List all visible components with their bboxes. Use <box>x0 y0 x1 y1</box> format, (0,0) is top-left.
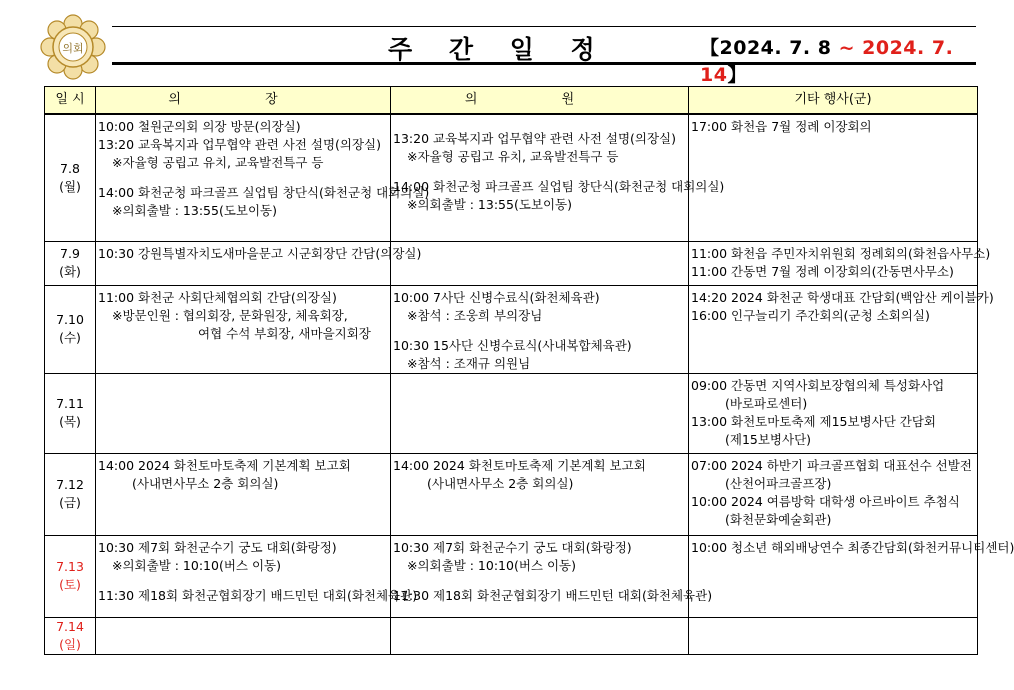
date-cell <box>45 535 96 617</box>
schedule-entry: 10:00 2024 여름방학 대학생 아르바이트 추첨식 <box>691 493 960 509</box>
other-schedule-cell <box>689 535 1014 617</box>
table-row <box>45 114 978 241</box>
member-schedule-cell <box>391 453 689 535</box>
schedule-entry: (바로파로센터) <box>725 395 808 411</box>
schedule-entry: (산천어파크골프장) <box>725 475 832 491</box>
period-end: 2024. 7. 14 <box>700 37 954 86</box>
table-header-row <box>45 87 978 115</box>
title-bottom-rule <box>112 62 976 65</box>
day-of-week: (금) <box>59 495 81 510</box>
table-row <box>45 241 978 285</box>
schedule-entry: 10:00 철원군의회 의장 방문(의장실) <box>98 119 301 134</box>
date-value: 7.8 <box>60 160 80 176</box>
schedule-entry: (제15보병사단) <box>725 431 812 447</box>
schedule-entry: 14:00 화천군청 파크골프 실업팀 창단식(화천군청 대회의실) <box>393 179 725 194</box>
schedule-entry: 09:00 간동면 지역사회보장협의체 특성화사업 <box>691 377 945 393</box>
schedule-entry: 14:20 2024 화천군 학생대표 간담회(백암산 케이블카) <box>691 289 994 305</box>
chair-schedule-cell <box>96 453 391 535</box>
title-top-rule <box>112 26 976 27</box>
header-date: 일 시 <box>45 87 96 115</box>
schedule-entry: 10:30 제7회 화천군수기 궁도 대회(화랑정) <box>98 539 337 555</box>
chair-schedule-cell <box>96 373 391 453</box>
schedule-entry: ※의회출발 : 13:55(도보이동) <box>407 197 573 212</box>
day-of-week: (목) <box>59 414 81 429</box>
header-chair: 의 장 <box>96 87 391 115</box>
schedule-entry: ※자율형 공립고 유치, 교육발전특구 등 <box>112 155 324 170</box>
schedule-entry: 16:00 인구늘리기 주간회의(군청 소회의실) <box>691 307 930 323</box>
date-cell <box>45 241 96 285</box>
schedule-entry: 10:00 7사단 신병수료식(화천체육관) <box>393 289 600 305</box>
table-row <box>45 285 978 373</box>
day-of-week: (일) <box>59 636 81 652</box>
date-cell <box>45 373 96 453</box>
member-schedule-cell <box>391 241 689 285</box>
schedule-entry: 13:20 교육복지과 업무협약 관련 사전 설명(의장실) <box>98 137 381 152</box>
day-of-week: (화) <box>59 264 81 279</box>
schedule-entry: ※자율형 공립고 유치, 교육발전특구 등 <box>407 149 619 164</box>
schedule-entry: (사내면사무소 2층 회의실) <box>427 475 574 491</box>
day-of-week: (월) <box>59 178 81 194</box>
schedule-entry: 13:00 화천토마토축제 제15보병사단 간담회 <box>691 413 936 429</box>
weekly-schedule-table <box>44 86 1014 655</box>
date-value: 7.14 <box>56 618 84 634</box>
seal-text: 의회 <box>62 42 84 55</box>
page-title: 주 간 일 정 <box>388 35 609 64</box>
period-separator: ~ <box>838 37 856 59</box>
table-row <box>45 535 978 617</box>
date-cell <box>45 617 96 654</box>
date-cell <box>45 114 96 241</box>
schedule-entry: ※의회출발 : 10:10(버스 이동) <box>112 557 281 573</box>
period-bracket: 】 <box>727 64 747 86</box>
other-schedule-cell <box>689 241 991 285</box>
schedule-entry: ※의회출발 : 10:10(버스 이동) <box>407 557 576 573</box>
date-value: 7.9 <box>60 246 80 261</box>
schedule-entry: 11:30 제18회 화천군협회장기 배드민턴 대회(화천체육관) <box>98 587 418 603</box>
schedule-entry: 여협 수석 부회장, 새마을지회장 <box>198 325 371 341</box>
date-value: 7.10 <box>56 312 84 327</box>
member-schedule-cell <box>391 114 725 241</box>
day-of-week: (수) <box>59 330 81 345</box>
schedule-entry: 17:00 화천읍 7월 정례 이장회의 <box>691 119 872 134</box>
schedule-period <box>700 33 1000 87</box>
chair-schedule-cell <box>96 241 422 285</box>
schedule-entry: (사내면사무소 2층 회의실) <box>132 475 279 491</box>
chair-schedule-cell <box>96 285 391 373</box>
header-other-events: 기타 행사(군) <box>689 87 978 115</box>
schedule-entry: 10:30 제7회 화천군수기 궁도 대회(화랑정) <box>393 539 632 555</box>
schedule-entry: ※방문인원 : 협의회장, 문화원장, 체육회장, <box>112 307 348 323</box>
schedule-entry: 11:30 제18회 화천군협회장기 배드민턴 대회(화천체육관) <box>393 587 713 603</box>
table-row <box>45 373 978 453</box>
member-schedule-cell <box>391 617 689 654</box>
schedule-entry: ※의회출발 : 13:55(도보이동) <box>112 203 278 218</box>
council-seal-logo <box>40 14 106 80</box>
date-cell <box>45 453 96 535</box>
schedule-entry: 10:30 강원특별자치도새마을문고 시군회장단 간담(의장실) <box>98 245 422 261</box>
schedule-entry: 11:00 화천군 사회단체협의회 간담(의장실) <box>98 289 337 305</box>
schedule-entry: 14:00 화천군청 파크골프 실업팀 창단식(화천군청 대회의실) <box>98 185 430 200</box>
table-row <box>45 617 978 654</box>
other-schedule-cell <box>689 114 978 241</box>
date-cell <box>45 285 96 373</box>
date-value: 7.11 <box>56 396 84 411</box>
schedule-entry: 14:00 2024 화천토마토축제 기본계획 보고회 <box>393 457 646 473</box>
header-member: 의 원 <box>391 87 689 115</box>
schedule-entry: ※참석 : 조재규 의원님 <box>407 355 531 371</box>
other-schedule-cell <box>689 373 978 453</box>
chair-schedule-cell <box>96 535 418 617</box>
schedule-entry: 07:00 2024 하반기 파크골프협회 대표선수 선발전 <box>691 457 972 473</box>
schedule-entry: 11:00 간동면 7월 정례 이장회의(간동면사무소) <box>691 263 954 279</box>
schedule-entry: ※참석 : 조웅희 부의장님 <box>407 307 543 323</box>
other-schedule-cell <box>689 285 994 373</box>
member-schedule-cell <box>391 285 689 373</box>
schedule-entry: 13:20 교육복지과 업무협약 관련 사전 설명(의장실) <box>393 131 676 146</box>
date-value: 7.13 <box>56 559 84 574</box>
date-value: 7.12 <box>56 477 84 492</box>
table-row <box>45 453 978 535</box>
member-schedule-cell <box>391 373 689 453</box>
chair-schedule-cell <box>96 114 430 241</box>
schedule-entry: 10:30 15사단 신병수료식(사내복합체육관) <box>393 337 632 353</box>
other-schedule-cell <box>689 617 978 654</box>
schedule-entry: 11:00 화천읍 주민자치위원회 정례회의(화천읍사무소) <box>691 245 991 261</box>
member-schedule-cell <box>391 535 713 617</box>
day-of-week: (토) <box>59 577 81 592</box>
other-schedule-cell <box>689 453 978 535</box>
schedule-entry: (화천문화예술회관) <box>725 511 832 527</box>
chair-schedule-cell <box>96 617 391 654</box>
period-start: 【2024. 7. 8 <box>700 37 839 59</box>
schedule-entry: 14:00 2024 화천토마토축제 기본계획 보고회 <box>98 457 351 473</box>
schedule-entry: 10:00 청소년 해외배낭연수 최종간담회(화천커뮤니티센터) <box>691 539 1014 555</box>
